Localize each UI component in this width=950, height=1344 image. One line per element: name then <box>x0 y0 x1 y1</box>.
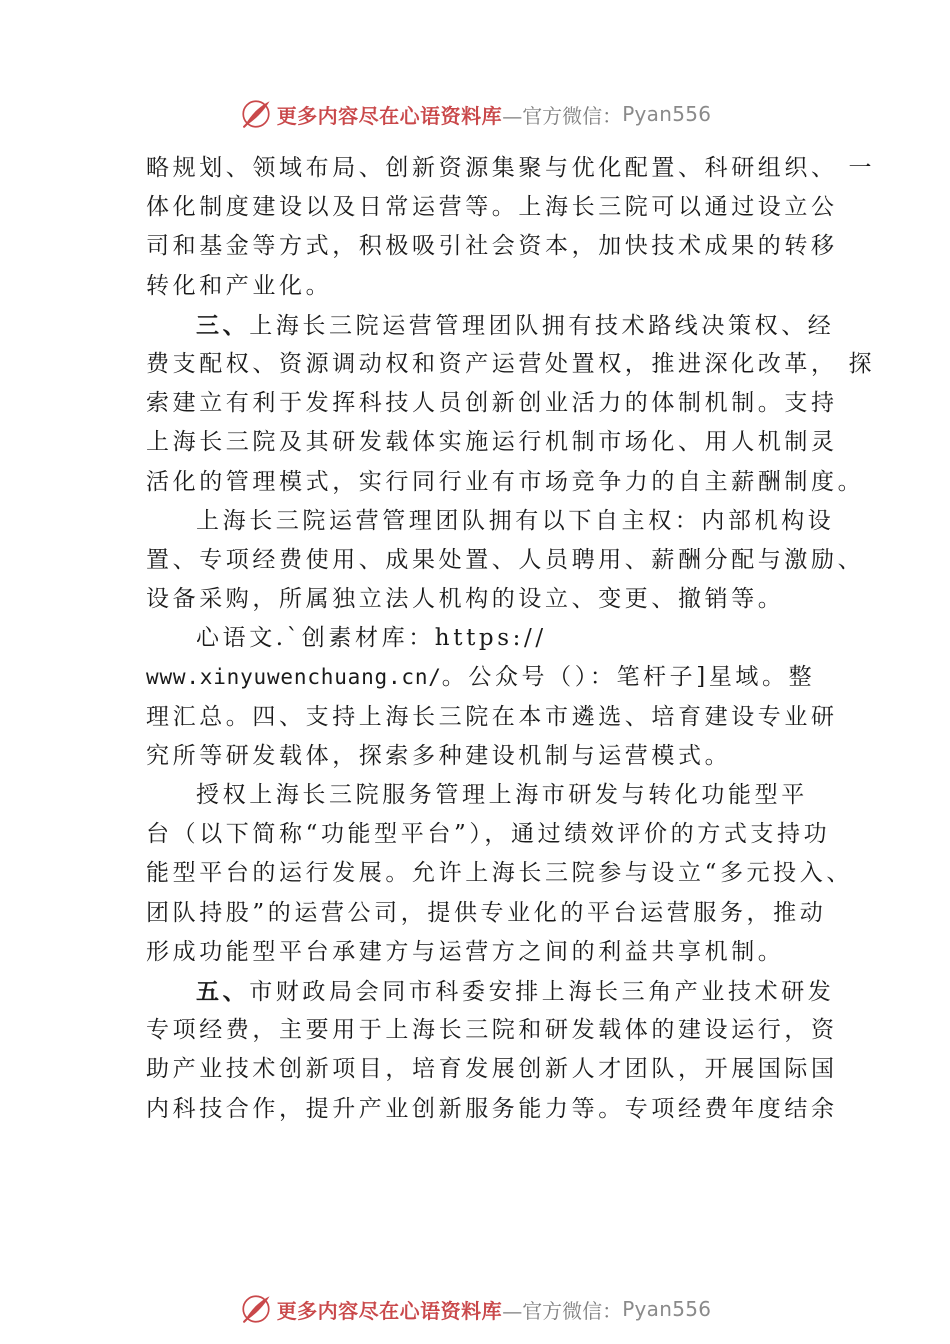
text-line: 转化和产业化。 <box>146 272 333 299</box>
paragraph-5 <box>146 776 853 972</box>
text-line: 团队持股”的运营公司，提供专业化的平台运营服务，推动 <box>146 899 827 926</box>
text-line: 置、专项经费使用、成果处置、人员聘用、薪酬分配与激励、 <box>146 546 865 573</box>
text-line: 理汇总。四、支持上海长三院在本市遴选、培育建设专业研 <box>146 703 838 730</box>
quill-pen-logo-icon <box>239 1292 273 1326</box>
text-line: 活化的管理模式，实行同行业有市场竞争力的自主薪酬制度。 <box>146 468 865 495</box>
text-line: 设备采购，所属独立法人机构的设立、变更、撤销等。 <box>146 586 785 613</box>
text-line: 体化制度建设以及日常运营等。上海长三院可以通过设立公 <box>146 194 838 221</box>
text-line: 司和基金等方式，积极吸引社会资本，加快技术成果的转移 <box>146 233 838 260</box>
text-line: 形成功能型平台承建方与运营方之间的利益共享机制。 <box>146 938 785 965</box>
text-line: 费支配权、资源调动权和资产运营处置权，推进深化改革， 探 <box>146 350 876 377</box>
banner-gray-text: —官方微信： <box>502 103 623 128</box>
paragraph-4 <box>146 619 838 776</box>
document-body <box>146 149 876 1129</box>
banner-red-text: 更多内容尽在心语资料库 <box>276 103 503 128</box>
text-line: www.xinyuwenchuang.cn/。公众号（）：笔杆子]星域。整 <box>146 664 816 691</box>
text-line: 三、上海长三院运营管理团队拥有技术路线决策权、经 <box>196 311 835 339</box>
banner-gray-text: —官方微信： <box>502 1298 623 1323</box>
paragraph-2 <box>146 306 876 502</box>
text-line: 助产业技术创新项目，培育发展创新人才团队，开展国际国 <box>146 1056 838 1083</box>
section-number: 五、 <box>196 977 250 1005</box>
website-url: www.xinyuwenchuang.cn/ <box>146 665 442 690</box>
text-line: 五、市财政局会同市科委安排上海长三角产业技术研发 <box>196 977 835 1005</box>
quill-pen-logo-icon <box>239 97 273 131</box>
text-line: 究所等研发载体，探索多种建设机制与运营模式。 <box>146 742 732 769</box>
header-banner <box>0 92 950 136</box>
text-line: 内科技合作，提升产业创新服务能力等。专项经费年度结余 <box>146 1095 838 1122</box>
text-line: 上海长三院运营管理团队拥有以下自主权：内部机构设 <box>196 507 835 534</box>
text-line: 专项经费，主要用于上海长三院和研发载体的建设运行，资 <box>146 1017 838 1044</box>
banner-account-id: Pyan556 <box>622 1297 712 1321</box>
paragraph-3 <box>146 502 865 620</box>
text-line: 上海长三院及其研发载体实施运行机制市场化、用人机制灵 <box>146 429 838 456</box>
text-line: 索建立有利于发挥科技人员创新创业活力的体制机制。支持 <box>146 390 838 417</box>
text-line: 能型平台的运行发展。允许上海长三院参与设立“多元投入、 <box>146 860 853 887</box>
paragraph-1 <box>146 149 876 306</box>
banner-account-id: Pyan556 <box>622 102 712 126</box>
text-line: 略规划、领域布局、创新资源集聚与优化配置、科研组织、 一 <box>146 155 876 181</box>
banner-red-text: 更多内容尽在心语资料库 <box>276 1298 503 1323</box>
paragraph-6 <box>146 972 838 1129</box>
footer-banner <box>0 1287 950 1331</box>
section-number: 三、 <box>196 311 250 339</box>
text-line: 台（以下简称“功能型平台”），通过绩效评价的方式支持功 <box>146 821 831 848</box>
text-line: 授权上海长三院服务管理上海市研发与转化功能型平 <box>196 782 808 808</box>
text-line: 心语文.`创素材库：https:// <box>196 625 547 652</box>
